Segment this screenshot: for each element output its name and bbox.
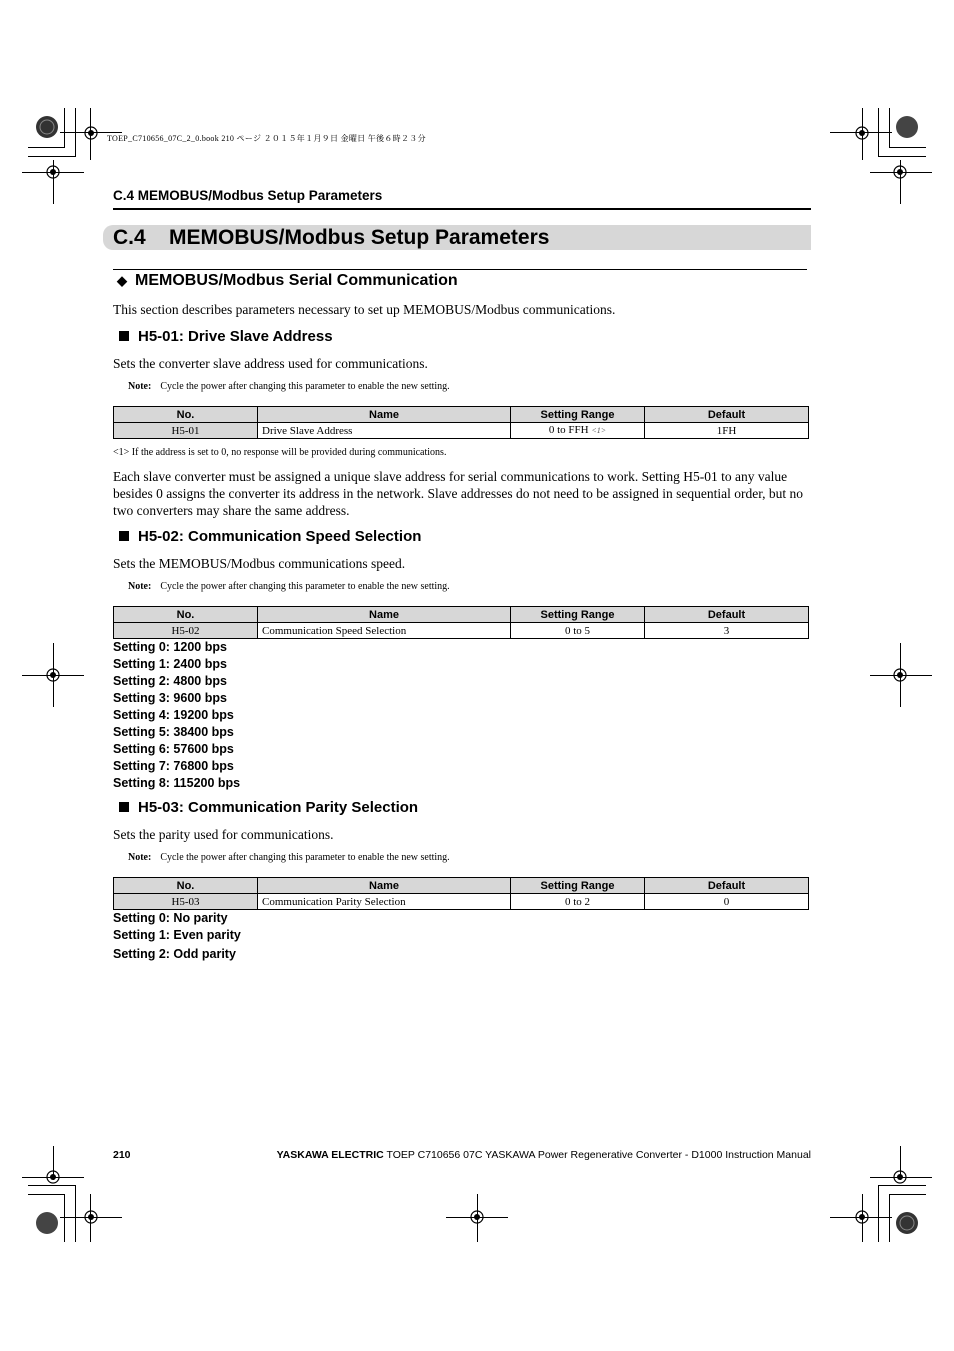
h501-description: Sets the converter slave address used for communications.: [113, 356, 428, 371]
table-header-row: [114, 607, 809, 623]
footer-brand: YASKAWA ELECTRIC: [276, 1149, 384, 1161]
param-default: 1FH: [645, 423, 809, 439]
square-bullet-icon: [119, 331, 129, 341]
header-default: Default: [645, 607, 809, 623]
header-no: No.: [114, 407, 258, 423]
param-range: [511, 423, 645, 439]
note-text: Cycle the power after changing this parameter to enable the new setting.: [160, 852, 450, 863]
param-default: 0: [645, 894, 809, 910]
list-item: Setting 8: 115200 bps: [113, 776, 241, 790]
header-setting-range: Setting Range: [511, 878, 645, 894]
table-row: [114, 423, 809, 439]
note-text: Cycle the power after changing this parameter to enable the new setting.: [160, 381, 450, 392]
list-item: Setting 0: 1200 bps: [113, 640, 227, 654]
intro-text: This section describes parameters necessary to set up MEMOBUS/Modbus communications.: [113, 302, 616, 317]
list-item: Setting 7: 76800 bps: [113, 759, 234, 773]
list-item: Setting 1: Even parity: [113, 928, 241, 942]
print-file-header: TOEP_C710656_07C_2_0.book 210 ページ ２０１５年１月９日 金曜日 午後６時２３分: [107, 134, 426, 143]
list-item: Setting 3: 9600 bps: [113, 691, 227, 705]
h501-parameter-table: [113, 406, 809, 439]
h501-explanation: Each slave converter must be assigned a unique slave address for serial communications to work. Setting H5-01 to any value besides 0 assigns the converter its address in the network. Slave addresses do not need to be assigned in sequential order, but no two converters may share the same address.: [113, 469, 804, 518]
print-density-circle-icon: [35, 1211, 59, 1235]
square-bullet-icon: [119, 802, 129, 812]
registration-target-icon: [42, 664, 64, 686]
table-row: [114, 894, 809, 910]
header-setting-range: Setting Range: [511, 407, 645, 423]
section-title: C.4 MEMOBUS/Modbus Setup Parameters: [113, 226, 550, 249]
subsection-rule: [113, 269, 807, 270]
header-name: Name: [258, 407, 511, 423]
print-density-circle-icon: [895, 1211, 919, 1235]
page-number: 210: [113, 1149, 131, 1161]
header-no: No.: [114, 607, 258, 623]
header-setting-range: Setting Range: [511, 607, 645, 623]
header-default: Default: [645, 878, 809, 894]
param-default: 3: [645, 623, 809, 639]
param-no: H5-03: [114, 894, 258, 910]
table-header-row: [114, 407, 809, 423]
registration-target-icon: [889, 1166, 911, 1188]
subsection-title-text: MEMOBUS/Modbus Serial Communication: [135, 272, 458, 289]
note-label: Note:: [128, 852, 152, 863]
header-no: No.: [114, 878, 258, 894]
h503-parameter-table: [113, 877, 809, 910]
list-item: Setting 2: Odd parity: [113, 947, 236, 961]
param-name: Drive Slave Address: [258, 423, 511, 439]
list-item: Setting 5: 38400 bps: [113, 725, 234, 739]
registration-target-icon: [889, 161, 911, 183]
running-head: C.4 MEMOBUS/Modbus Setup Parameters: [113, 188, 383, 203]
h503-settings-list: [113, 910, 241, 963]
h503-heading: [119, 799, 418, 816]
h501-note: [128, 381, 450, 392]
registration-target-icon: [42, 1166, 64, 1188]
header-name: Name: [258, 607, 511, 623]
h502-settings-list: [113, 639, 240, 792]
list-item: Setting 6: 57600 bps: [113, 742, 234, 756]
registration-target-icon: [851, 1206, 873, 1228]
registration-target-icon: [851, 122, 873, 144]
h501-footnote: <1> If the address is set to 0, no response will be provided during communications.: [113, 447, 447, 458]
footer-doc: TOEP C710656 07C YASKAWA Power Regenerative Converter - D1000 Instruction Manual: [383, 1149, 811, 1161]
h502-note: [128, 581, 450, 592]
h502-title: H5-02: Communication Speed Selection: [138, 528, 422, 545]
footer-document-title: [277, 1149, 811, 1161]
diamond-bullet-icon: ◆: [117, 273, 127, 288]
param-name: Communication Speed Selection: [258, 623, 511, 639]
footnote-ref-link[interactable]: <1>: [591, 426, 607, 435]
table-header-row: [114, 878, 809, 894]
note-label: Note:: [128, 381, 152, 392]
note-text: Cycle the power after changing this parameter to enable the new setting.: [160, 581, 450, 592]
registration-target-icon: [80, 122, 102, 144]
h502-heading: [119, 528, 421, 545]
registration-target-icon: [80, 1206, 102, 1228]
registration-target-icon: [42, 161, 64, 183]
h503-title: H5-03: Communication Parity Selection: [138, 799, 419, 816]
print-density-circle-icon: [35, 115, 59, 139]
param-no: H5-02: [114, 623, 258, 639]
list-item: Setting 4: 19200 bps: [113, 708, 234, 722]
list-item: Setting 0: No parity: [113, 911, 228, 925]
square-bullet-icon: [119, 531, 129, 541]
h502-description: Sets the MEMOBUS/Modbus communications speed.: [113, 556, 406, 571]
param-range: 0 to 2: [511, 894, 645, 910]
list-item: Setting 2: 4800 bps: [113, 674, 227, 688]
header-name: Name: [258, 878, 511, 894]
h503-description: Sets the parity used for communications.: [113, 827, 334, 842]
subsection-title: [117, 272, 458, 290]
table-row: [114, 623, 809, 639]
param-name: Communication Parity Selection: [258, 894, 511, 910]
h501-title: H5-01: Drive Slave Address: [138, 328, 333, 345]
note-label: Note:: [128, 581, 152, 592]
param-no: H5-01: [114, 423, 258, 439]
h503-note: [128, 852, 450, 863]
param-range: 0 to 5: [511, 623, 645, 639]
registration-target-icon: [466, 1206, 488, 1228]
param-range-value: 0 to FFH: [548, 424, 589, 436]
print-density-circle-icon: [895, 115, 919, 139]
registration-target-icon: [889, 664, 911, 686]
h501-heading: [119, 328, 333, 345]
header-default: Default: [645, 407, 809, 423]
h502-parameter-table: [113, 606, 809, 639]
list-item: Setting 1: 2400 bps: [113, 657, 227, 671]
header-rule: [113, 208, 811, 210]
